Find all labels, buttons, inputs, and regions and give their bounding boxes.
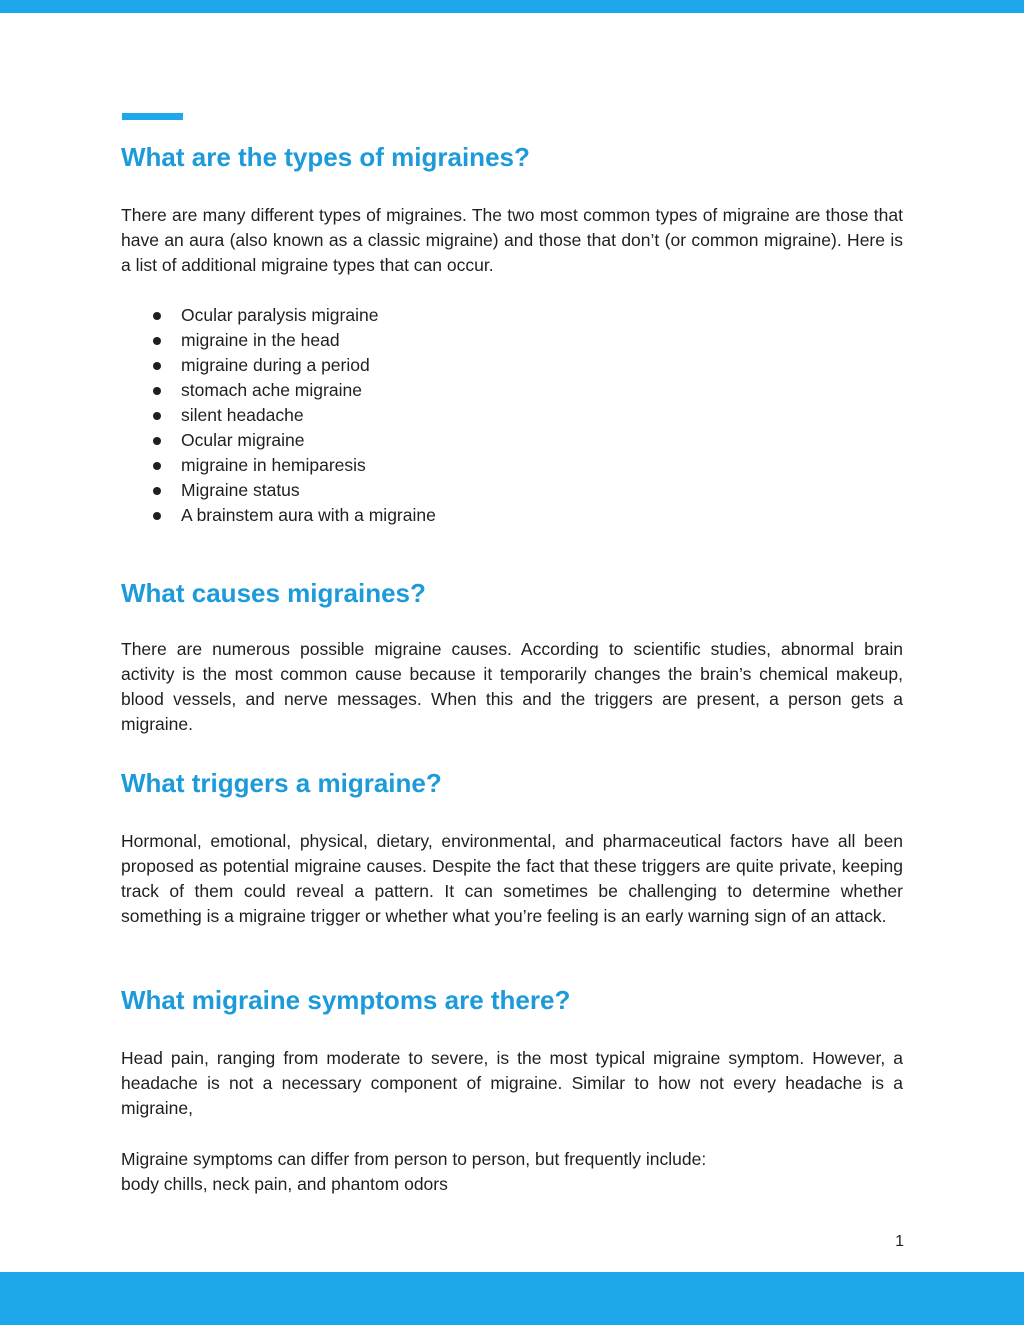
heading-accent-rule — [122, 113, 183, 120]
section-heading-causes: What causes migraines? — [121, 578, 426, 608]
bullet-icon — [153, 387, 161, 395]
section-heading-symptoms: What migraine symptoms are there? — [121, 985, 571, 1015]
list-item — [121, 503, 436, 528]
bullet-icon — [153, 462, 161, 470]
bullet-icon — [153, 512, 161, 520]
list-item-label: stomach ache migraine — [181, 380, 362, 400]
list-item-label: Migraine status — [181, 480, 300, 500]
list-item — [121, 403, 436, 428]
paragraph-causes: There are numerous possible migraine causes. According to scientific studies, abnormal brain activity is the most common cause because it temporarily changes the brain’s chemical makeup, blood vessels, and nerve messages. When this and the triggers are present, a person gets a migraine. — [121, 639, 903, 734]
page-number: 1 — [895, 1233, 904, 1250]
migraine-types-list — [121, 303, 436, 528]
list-item-label: migraine during a period — [181, 355, 370, 375]
bullet-icon — [153, 337, 161, 345]
list-item-label: A brainstem aura with a migraine — [181, 505, 436, 525]
bullet-icon — [153, 437, 161, 445]
paragraph-symptoms: Head pain, ranging from moderate to severe, is the most typical migraine symptom. However, a headache is not a necessary component of migraine. Similar to how not every headache is a migraine, — [121, 1048, 903, 1118]
top-accent-bar — [0, 0, 1024, 13]
list-item — [121, 378, 436, 403]
paragraph-symptoms-list-intro: Migraine symptoms can differ from person to person, but frequently include: — [121, 1149, 707, 1169]
bullet-icon — [153, 312, 161, 320]
list-item-label: migraine in the head — [181, 330, 340, 350]
paragraph-types-intro: There are many different types of migraines. The two most common types of migraine are those that have an aura (also known as a classic migraine) and those that don’t (or common migraine). Here is a list of additional migraine types that can occur. — [121, 205, 903, 275]
paragraph-symptoms-examples: body chills, neck pain, and phantom odors — [121, 1174, 448, 1194]
list-item — [121, 353, 436, 378]
section-heading-triggers: What triggers a migraine? — [121, 768, 442, 798]
list-item — [121, 328, 436, 353]
list-item-label: silent headache — [181, 405, 304, 425]
list-item-label: Ocular paralysis migraine — [181, 305, 379, 325]
list-item — [121, 428, 436, 453]
bullet-icon — [153, 362, 161, 370]
section-heading-types: What are the types of migraines? — [121, 142, 530, 172]
list-item-label: migraine in hemiparesis — [181, 455, 366, 475]
bottom-accent-bar — [0, 1272, 1024, 1325]
paragraph-triggers: Hormonal, emotional, physical, dietary, environmental, and pharmaceutical factors have all been proposed as potential migraine causes. Despite the fact that these triggers are quite private, keeping track of them could reveal a pattern. It can sometimes be challenging to determine whether something is a migraine trigger or whether what you’re feeling is an early warning sign of an attack. — [121, 831, 903, 926]
list-item — [121, 453, 436, 478]
bullet-icon — [153, 412, 161, 420]
list-item — [121, 478, 436, 503]
list-item — [121, 303, 436, 328]
list-item-label: Ocular migraine — [181, 430, 305, 450]
bullet-icon — [153, 487, 161, 495]
